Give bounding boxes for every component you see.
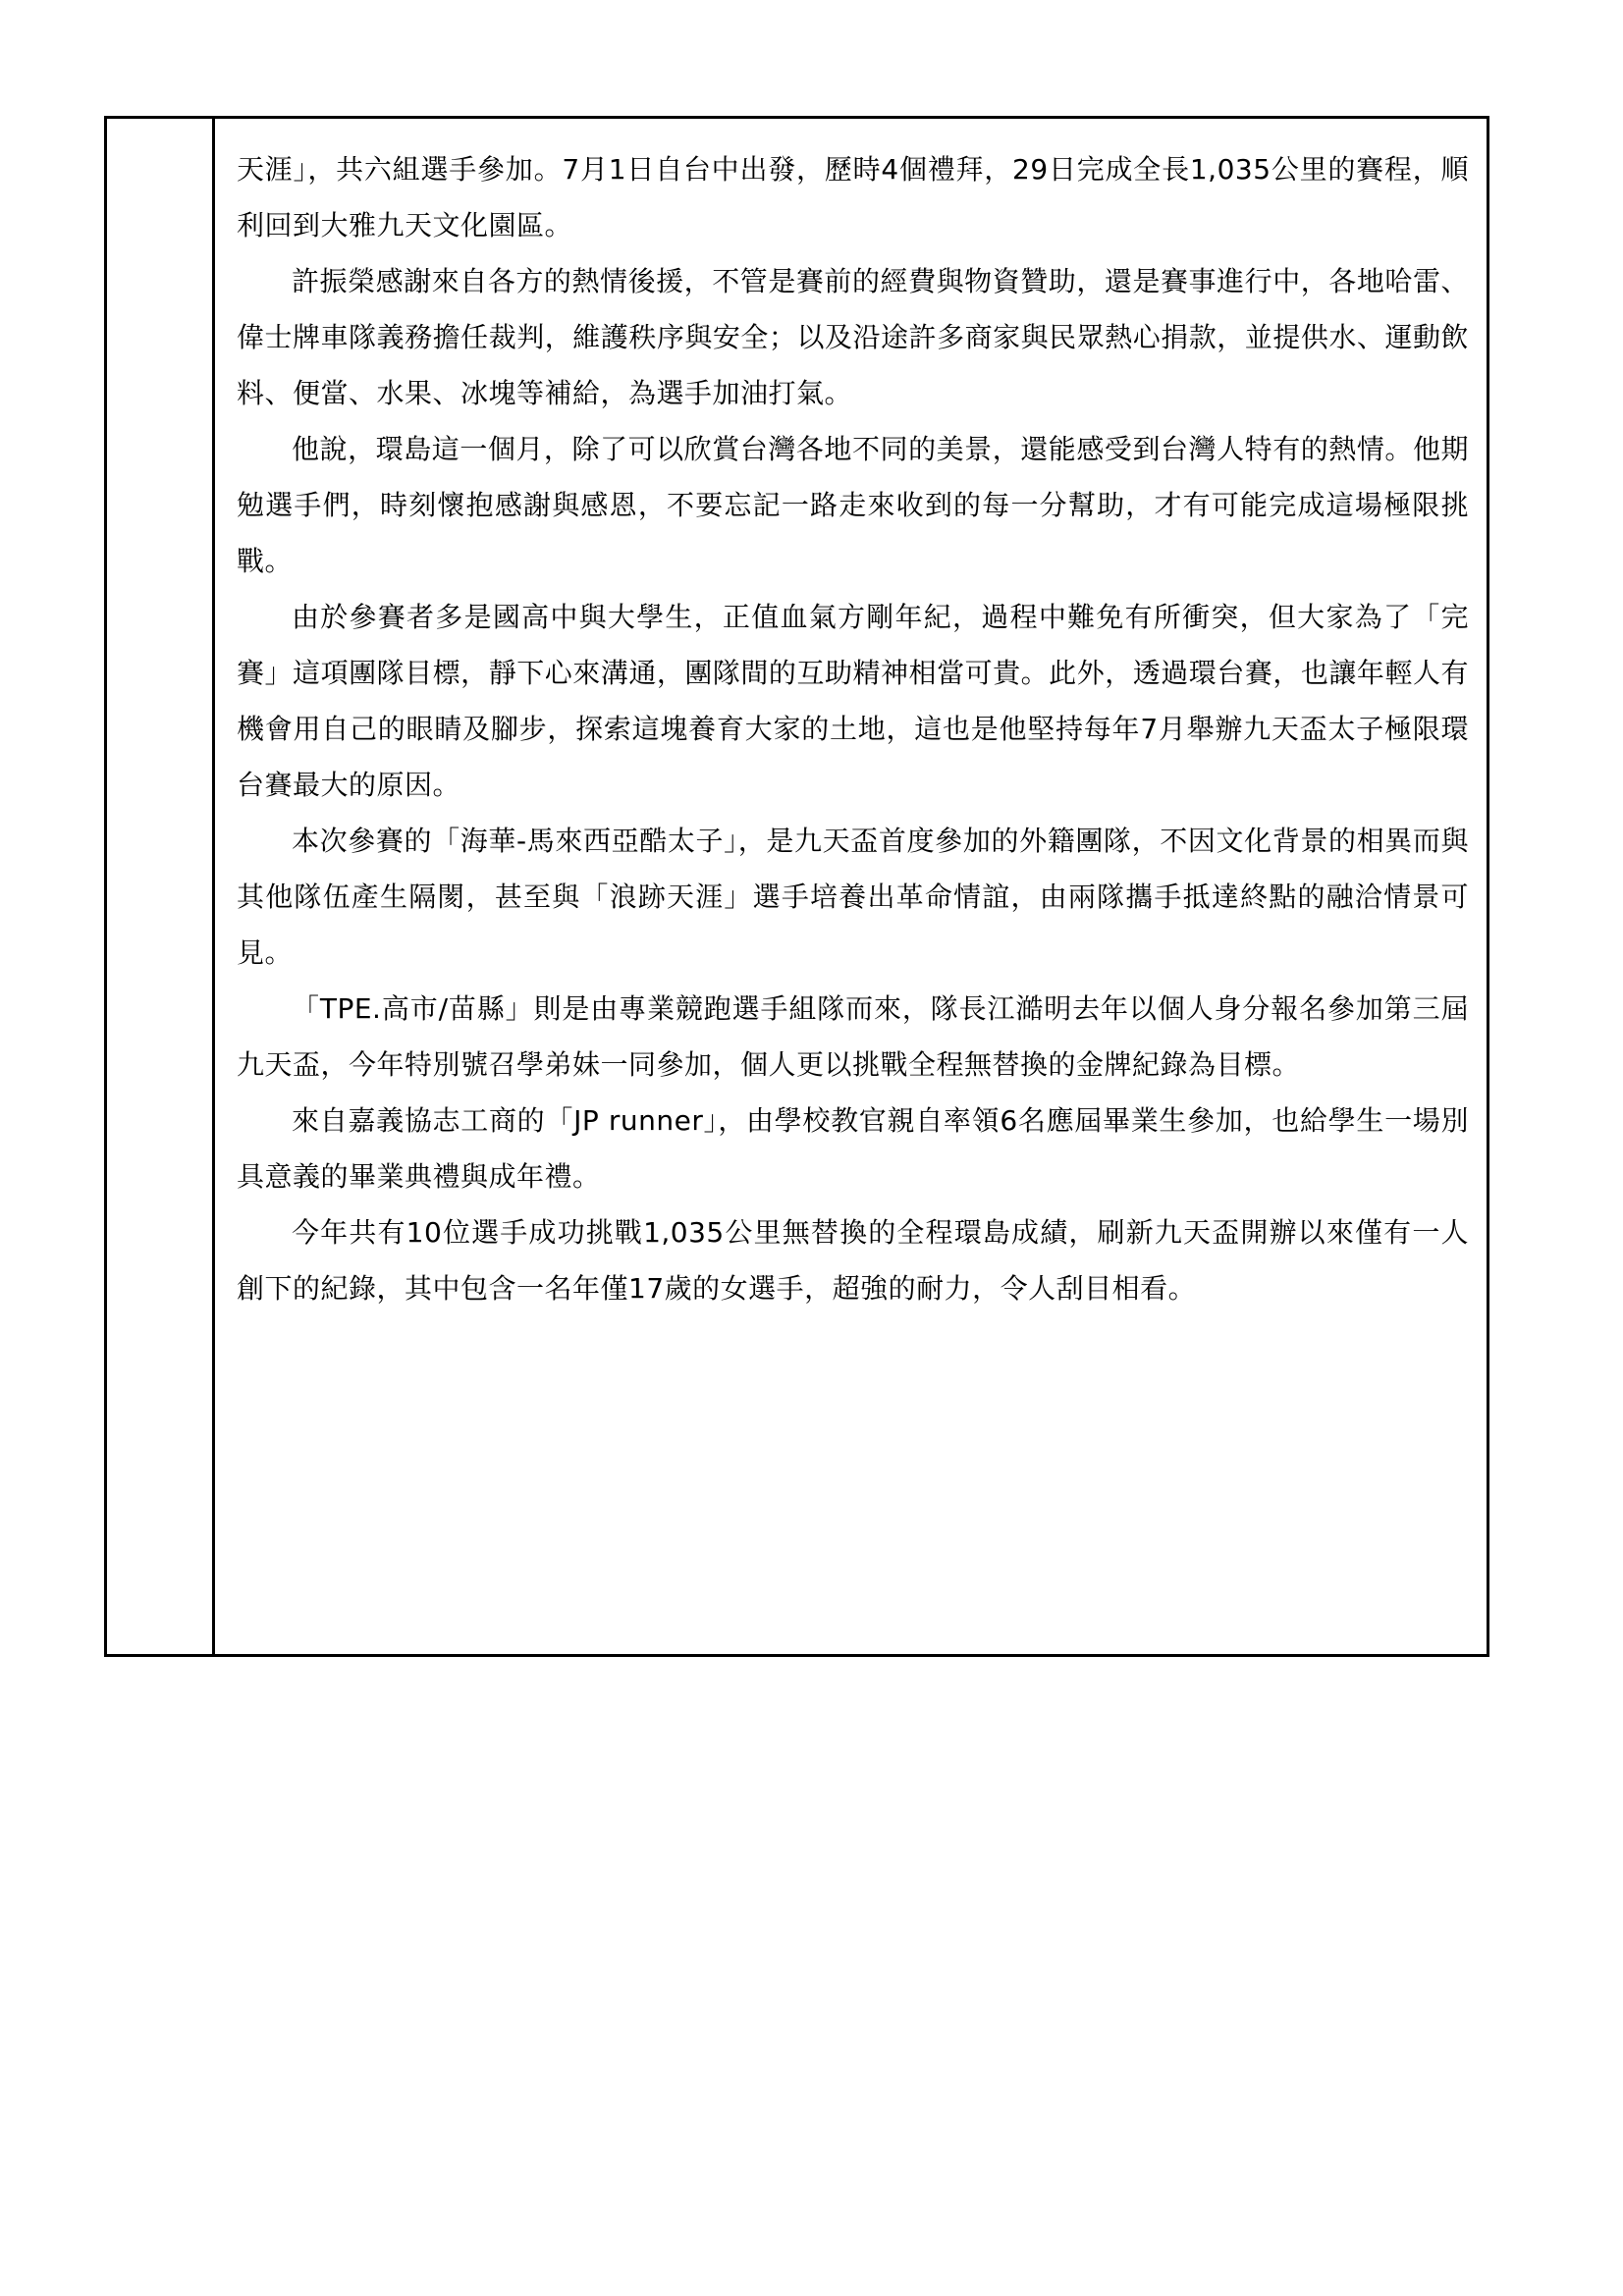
paragraph: 由於參賽者多是國高中與大學生，正值血氣方剛年紀，過程中難免有所衝突，但大家為了「完賽」這項團隊目標，靜下心來溝通，團隊間的互助精神相當可貴。此外，透過環台賽，也讓年輕人有機會用自己的眼睛及腳步，探索這塊養育大家的土地，這也是他堅持每年7月舉辦九天盃太子極限環台賽最大的原因。 (237, 601, 1469, 801)
paragraph: 他說，環島這一個月，除了可以欣賞台灣各地不同的美景，還能感受到台灣人特有的熱情。他期勉選手們，時刻懷抱感謝與感恩，不要忘記一路走來收到的每一分幫助，才有可能完成這場極限挑戰。 (237, 433, 1469, 577)
paragraph: 許振榮感謝來自各方的熱情後援，不管是賽前的經費與物資贊助，還是賽事進行中，各地哈雷、偉士牌車隊義務擔任裁判，維護秩序與安全；以及沿途許多商家與民眾熱心捐款，並提供水、運動飲料、便當、水果、冰塊等補給，為選手加油打氣。 (237, 265, 1469, 409)
document-table (104, 116, 1489, 1657)
paragraph: 天涯」，共六組選手參加。7月1日自台中出發，歷時4個禮拜，29日完成全長1,035公里的賽程，順利回到大雅九天文化園區。 (237, 153, 1469, 241)
table-label-cell (107, 119, 215, 1654)
table-content-cell (215, 119, 1487, 1654)
paragraph: 今年共有10位選手成功挑戰1,035公里無替換的全程環島成績，刷新九天盃開辦以來僅有一人創下的紀錄，其中包含一名年僅17歲的女選手，超強的耐力，令人刮目相看。 (237, 1216, 1469, 1305)
paragraph: 「TPE.高市/苗縣」則是由專業競跑選手組隊而來，隊長江澔明去年以個人身分報名參加第三屆九天盃，今年特別號召學弟妹一同參加，個人更以挑戰全程無替換的金牌紀錄為目標。 (237, 992, 1469, 1081)
paragraph: 來自嘉義協志工商的「JP runner」，由學校教官親自率領6名應屆畢業生參加，也給學生一場別具意義的畢業典禮與成年禮。 (237, 1104, 1469, 1193)
paragraph: 本次參賽的「海華-馬來西亞酷太子」，是九天盃首度參加的外籍團隊，不因文化背景的相異而與其他隊伍產生隔閡，甚至與「浪跡天涯」選手培養出革命情誼，由兩隊攜手抵達終點的融洽情景可見。 (237, 825, 1469, 969)
